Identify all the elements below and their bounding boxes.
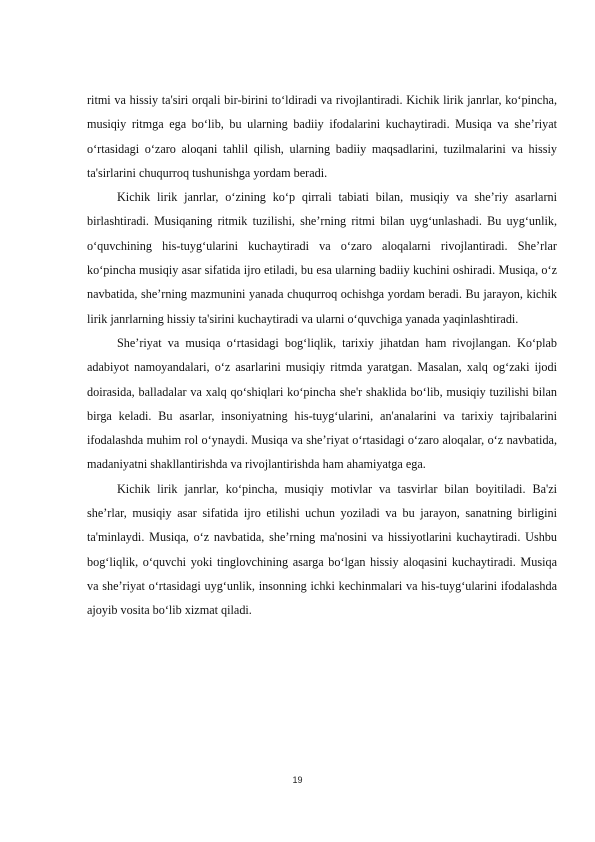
paragraph: She’riyat va musiqa o‘rtasidagi bog‘liqlik, tarixiy jihatdan ham rivojlangan. Ko‘plab adabiyot namoyandalari, o‘z asarlarini musiqiy ritmda yaratgan. Masalan, xalq og‘zaki ijodi doirasida, balladalar va xalq qo‘shiqlari ko‘pincha she'r shaklida bo‘lib, musiqiy tuzilishi bilan birga keladi. Bu asarlar, insoniyatning his-tuyg‘ularini, an'analarini va tarixiy tajribalarini ifodalashda muhim rol o‘ynaydi. Musiqa va she’riyat o‘rtasidagi o‘zaro aloqalar, o‘z navbatida, madaniyatni shakllantirishda va rivojlantirishda ham ahamiyatga ega. — [87, 335, 557, 472]
paragraph: Kichik lirik janrlar, o‘zining ko‘p qirrali tabiati bilan, musiqiy va she’riy asarlarni birlashtiradi. Musiqaning ritmik tuzilishi, she’rning ritmi bilan uyg‘unlashadi. Bu uyg‘unlik, o‘quvchining his-tuyg‘ularini kuchaytiradi va o‘zaro aloqalarni rivojlantiradi. She’rlar ko‘pincha musiqiy asar sifatida ijro etiladi, bu esa ularning badiiy kuchini oshiradi. Musiqa, o‘z navbatida, she’rning mazmunini yanada chuqurroq ochishga yordam beradi. Bu jarayon, kichik lirik janrlarning hissiy ta'sirini kuchaytiradi va ularni o‘quvchiga yanada yaqinlashtiradi. — [87, 190, 557, 326]
body-text — [87, 88, 557, 623]
page-number: 19 — [292, 775, 303, 785]
paragraph: Kichik lirik janrlar, ko‘pincha, musiqiy motivlar va tasvirlar bilan boyitiladi. Ba'zi she’rlar, musiqiy asar sifatida ijro etilishi uchun yoziladi va bu jarayon, sanatning birligini ta'minlaydi. Musiqa, o‘z navbatida, she’rning ma'nosini va hissiyotlarini kuchaytiradi. Ushbu bog‘liqlik, o‘quvchi yoki tinglovchining asarga bo‘lgan hissiy aloqasini kuchaytiradi. Musiqa va she’riyat o‘rtasidagi uyg‘unlik, insonning ichki kechinmalari va his-tuyg‘ularini ifodalashda ajoyib vosita bo‘lib xizmat qiladi. — [87, 481, 557, 618]
paragraph-continued: ritmi va hissiy ta'siri orqali bir-birini to‘ldiradi va rivojlantiradi. Kichik lirik janrlar, ko‘pincha, musiqiy ritmga ega bo‘lib, bu ularning badiiy ifodalarini kuchaytiradi. Musiqa va she’riyat o‘rtasidagi o‘zaro aloqani tahlil qilish, ularning badiiy maqsadlarini, tuzilmalarini va hissiy ta'sirlarini chuqurroq tushunishga yordam beradi. — [87, 93, 557, 180]
